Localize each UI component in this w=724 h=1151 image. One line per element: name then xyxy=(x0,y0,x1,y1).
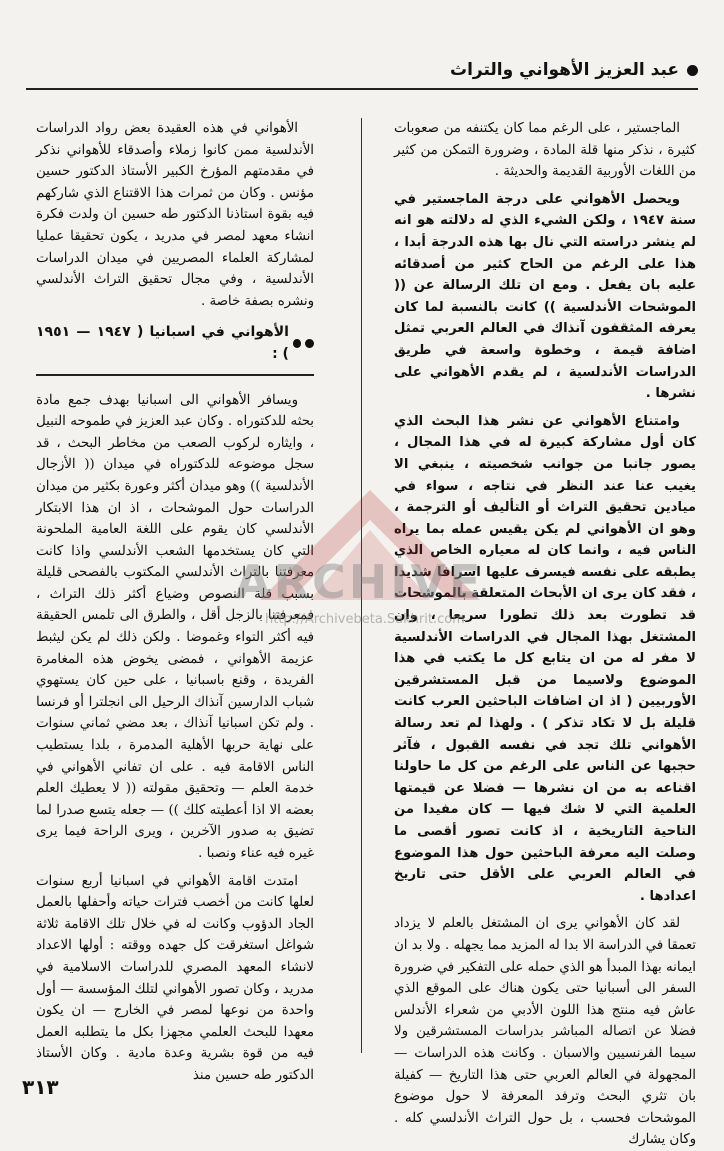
right-paragraph-1: الماجستير ، على الرغم مما كان يكتنفه من صعوبات كثيرة ، نذكر منها قلة المادة ، وضرورة التمكن من كثير من اللغات الأوربية القديمة والحديثة . xyxy=(394,121,696,180)
section-bullet-icon xyxy=(305,339,314,348)
right-paragraph-3: وامتناع الأهواني عن نشر هذا البحث الذي كان أول مشاركة كبيرة له في هذا المجال ، يصور جانبا من جوانب شخصيته ، ينبغي الا يغيب عنا عند النظر في نتاجه ، سواء في ميادين تحقيق التراث أو التأليف أو الترجمة ، وهو ان الأهواني لم يكن يقيس عمله بما يراه الناس فيه ، وانما كان له معياره الخاص الذي يطبقه على نفسه فيسرف عليها اسرافا شديدا ، فقد كان يرى ان الأبحاث المتعلقة بالموشحات قد تطورت بعد ذلك تطورا سريعا ، وان المشتغل بهذا المجال في الدراسات الأندلسية لا مفر له من ان يتابع كل ما يكتب في هذا الموضوع ولاسيما من قبل المستشرقين الأوربيين ( اذ ان اضافات الباحثين العرب كانت قليلة بل لا تكاد تذكر ) . ولهذا لم تعد رسالة الأهواني تلك تجد في نفسه القبول ، فآثر حجبها عن الناس على الرغم من كل ما حاولنا اقناعه به من ان نشرها — فضلا عن قيمتها العلمية التي لا شك فيها — كان مفيدا من الناحية التاريخية ، اذ كانت تصور أقصى ما وصلت اليه معرفة الباحثين حول هذا الموضوع في العالم العربي على الأقل حتى تاريخ اعدادها . xyxy=(394,413,696,904)
running-header xyxy=(26,58,698,82)
section-rule xyxy=(36,374,314,376)
section-bullet-icon xyxy=(293,339,302,348)
left-paragraph-2: ويسافر الأهواني الى اسبانيا بهدف جمع مادة بحثه للدكتوراه . وكان عبد العزيز في طموحه النبيل ، وايثاره لركوب الصعب من مخاطر البحث ، قد سجل موضوعه للدكتوراه في ميدان (( الأزجال الأندلسية )) وهو ميدان أكثر وعورة بكثير من ميدان الدراسات حول الموشحات ، اذ ان هذا الابتكار الأندلسي كان يقوم على اللغة العامية الملحونة التي كان يستخدمها الشعب الأندلسي واذا كانت معرفتنا بالتراث الأندلسي المكتوب بالفصحى قليلة بسبب قلة النصوص وضياع أكثر ذلك التراث ، فمعرفتنا بالزجل أقل ، والطرق الى تلمس الحقيقة فيه أكثر التواء وغموضا . ولكن ذلك لم يكن ليثبط عزيمة الأهواني ، فمضى يخوض هذه المغامرة الفريدة ، وقنع باسبانيا ، على حين كان يستهوي شباب الدارسين آنذاك الرحيل الى انجلترا أو فرنسا . ولم تكن اسبانيا آنذاك ، بعد مضي ثماني سنوات على نهاية حربها الأهلية المدمرة ، بلدا يستطيب الناس الاقامة فيه . على ان تفاني الأهواني في خدمة العلم — وتحقيق مقولته (( لا يعطيك العلم بعضه الا اذا أعطيته كلك )) — جعله يتسع صدرا لما تضيق به صدور الآخرين ، ويرى الراحة فيما يرى غيره فيه عناء ونصبا . xyxy=(36,392,314,861)
section-heading-text: الأهواني في اسبانيا ( ١٩٤٧ — ١٩٥١ ) : xyxy=(36,324,289,362)
header-bullet-icon xyxy=(687,65,698,76)
watermark-name: ARCHIVE xyxy=(235,555,484,609)
watermark-url: http://Archivebeta.Sakhrit.com xyxy=(265,612,465,627)
section-heading xyxy=(36,322,314,365)
running-header-title: عبد العزيز الأهواني والتراث xyxy=(449,60,679,80)
page-number: ٣١٣ xyxy=(22,1075,59,1099)
right-paragraph-4: لقد كان الأهواني يرى ان المشتغل بالعلم لا يزداد تعمقا في الدراسة الا بدا له المزيد مما يجهله . ولا بد ان ايمانه بهذا المبدأ هو الذي حمله على التفكير في ضرورة السفر الى أسبانيا حتى يكون هناك على الموقع الذي عاش فيه منتج هذا اللون الأدبي من شعراء الأندلس فضلا عن اتصاله المباشر بدراسات المستشرقين ولا سيما الفرنسيين والاسبان . وكانت هذه الدراسات — المجهولة في العالم العربي حتى هذا التاريخ — كفيلة بان تثري البحث وترفد المعرفة لا حول موضوع الموشحات فحسب ، بل حول التراث الأندلسي كله . وكان يشارك xyxy=(394,916,696,1148)
header-rule xyxy=(26,88,698,90)
right-paragraph-2: ويحصل الأهواني على درجة الماجستير في سنة ١٩٤٧ ، ولكن الشيء الذي له دلالته هو انه لم ينشر دراسته التي نال بها هذه الدرجة أبدا ، هذا على الرغم من الحاح كثير من أصدقائه عليه بان يفعل . ومع ان تلك الرسالة عن (( الموشحات الأندلسية )) كانت بالنسبة لما كان يعرفه المثقفون آنذاك في العالم العربي تمثل اضافة قيمة ، وخطوة واسعة في طريق الدراسات الأندلسية ، لم يقدم الأهواني على نشرها . xyxy=(394,191,696,402)
left-paragraph-1: الأهواني في هذه العقيدة بعض رواد الدراسات الأندلسية ممن كانوا زملاء وأصدقاء للأهواني نذكر في مقدمتهم المؤرخ الكبير الأستاذ الدكتور حسين مؤنس . وكان من ثمرات هذا الاقتناع الذي شاركهم فيه بقوة استاذنا الدكتور طه حسين ان ولدت فكرة انشاء معهد لمصر في مدريد ، يكون تحقيقا عمليا لمشاركة العلماء المصريين في ميدان الدراسات الأندلسية ، وفي مجال تحقيق التراث الأندلسي ونشره بصفة خاصة . xyxy=(36,121,314,309)
left-paragraph-3: امتدت اقامة الأهواني في اسبانيا أربع سنوات لعلها كانت من أخصب فترات حياته وأحفلها بالعمل الجاد الدؤوب وكانت له في خلال تلك الاقامة ثلاثة شواغل استغرقت كل جهده ووقته : أولها الاعداد لانشاء المعهد المصري للدراسات الاسلامية في مدريد ، وكان تصور الأهواني لتلك المؤسسة — أول واحدة من نوعها لمصر في الخارج — ان يكون معهدا للبحث العلمي مجهزا بكل ما يتطلبه العمل فيه من قوة بشرية وعدة مادية . وكان الأستاذ الدكتور طه حسين منذ xyxy=(36,873,314,1083)
